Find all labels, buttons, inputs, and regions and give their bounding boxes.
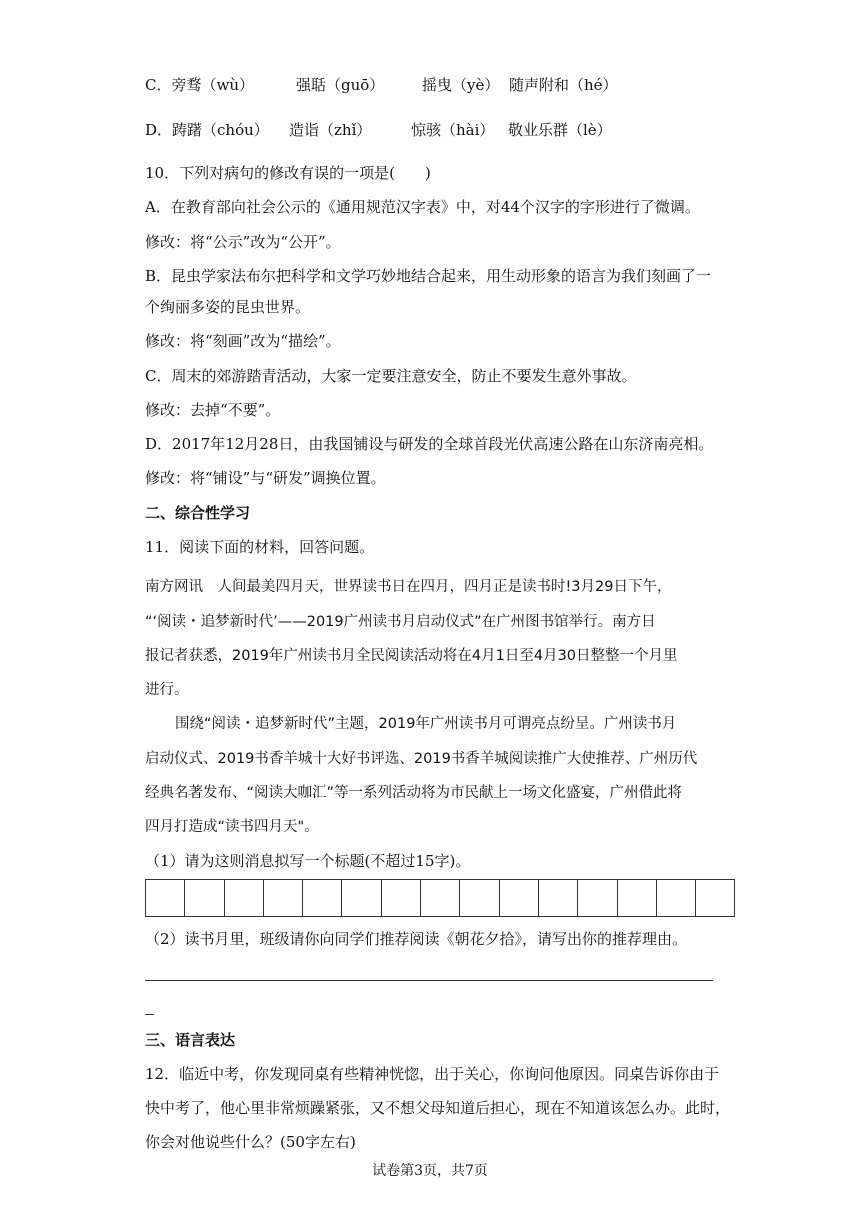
answer-cell[interactable] (539, 879, 578, 917)
answer-cell[interactable] (185, 879, 224, 917)
q10-option-c-fix: 修改：去掉“不要”。 (145, 401, 281, 419)
q9-d-item-4: 敬业乐群（lè） (508, 121, 612, 139)
q10-option-b-line1: B．昆虫学家法布尔把科学和文学巧妙地结合起来，用生动形象的语言为我们刻画了一 (145, 267, 712, 285)
answer-cell[interactable] (618, 879, 657, 917)
q11-stem: 11．阅读下面的材料，回答问题。 (145, 538, 375, 556)
q10-option-b-fix: 修改：将“刻画”改为“描绘”。 (145, 332, 341, 350)
answer-line-continuation[interactable] (145, 1014, 154, 1015)
q12-line-2: 快中考了，他心里非常烦躁紧张，又不想父母知道后担心，现在不知道该怎么办。此时， (145, 1099, 731, 1117)
answer-cell[interactable] (421, 879, 460, 917)
q11-passage-line-7: 经典名著发布、“阅读大咖汇”等一系列活动将为市民献上一场文化盛宴，广州借此将 (145, 785, 683, 801)
q9-d-item-2: 造诣（zhǐ） (289, 121, 372, 139)
q11-subquestion-2: （2）读书月里，班级请你向同学们推荐阅读《朝花夕拾》，请写出你的推荐理由。 (145, 930, 688, 948)
q9-c-item-4: 随声附和（hé） (509, 76, 618, 94)
answer-cell[interactable] (500, 879, 539, 917)
q11-passage-line-4: 进行。 (145, 682, 189, 698)
page-footer: 试卷第3页，共7页 (372, 1163, 488, 1179)
q10-option-d: D．2017年12月28日，由我国铺设与研发的全球首段光伏高速公路在山东济南亮相。 (145, 435, 714, 453)
answer-cell[interactable] (578, 879, 617, 917)
section-heading-3: 三、语言表达 (145, 1031, 236, 1049)
answer-cell[interactable] (342, 879, 381, 917)
answer-cell[interactable] (460, 879, 499, 917)
answer-cell[interactable] (657, 879, 696, 917)
answer-cell[interactable] (382, 879, 421, 917)
q9-c-item-3: 摇曳（yè） (422, 76, 500, 94)
q11-passage-line-3: 报记者获悉，2019年广州读书月全民阅读活动将在4月1日至4月30日整整一个月里 (145, 648, 678, 664)
q12-line-3: 你会对他说些什么？(50字左右) (145, 1133, 356, 1151)
q11-subquestion-1: （1）请为这则消息拟写一个标题(不超过15字)。 (145, 852, 471, 870)
q10-option-b-line2: 个绚丽多姿的昆虫世界。 (145, 298, 311, 316)
answer-line[interactable] (145, 980, 713, 981)
q11-passage-line-5: 围绕“阅读・追梦新时代”主题，2019年广州读书月可谓亮点纷呈。广州读书月 (175, 716, 677, 732)
q9-d-item-1: D．踌躇（chóu） (145, 121, 269, 139)
q11-passage-line-1: 南方网讯 人间最美四月天，世界读书日在四月，四月正是读书时!3月29日下午， (145, 579, 672, 595)
section-heading-2: 二、综合性学习 (145, 504, 251, 522)
q10-option-c: C．周末的郊游踏青活动，大家一定要注意安全，防止不要发生意外事故。 (145, 367, 637, 385)
q10-option-a: A．在教育部向社会公示的《通用规范汉字表》中，对44个汉字的字形进行了微调。 (145, 198, 700, 216)
q10-option-d-fix: 修改：将“铺设”与“研发”调换位置。 (145, 469, 386, 487)
answer-cell[interactable] (303, 879, 342, 917)
q11-passage-line-6: 启动仪式、2019书香羊城十大好书评选、2019书香羊城阅读推广大使推荐、广州历代 (145, 751, 698, 767)
q9-c-item-1: C．旁骛（wù） (145, 76, 254, 94)
q10-stem: 10．下列对病句的修改有误的一项是( ) (145, 164, 431, 182)
answer-cell[interactable] (225, 879, 264, 917)
q11-passage-line-8: 四月打造成“读书四月天"。 (145, 819, 319, 835)
q9-d-item-3: 惊骇（hài） (411, 121, 495, 139)
title-answer-grid[interactable] (145, 879, 735, 917)
q11-passage-line-2: “‘阅读・追梦新时代’——2019广州读书月启动仪式”在广州图书馆举行。南方日 (145, 614, 656, 630)
q10-option-a-fix: 修改：将“公示”改为“公开”。 (145, 233, 341, 251)
answer-cell[interactable] (696, 879, 735, 917)
answer-cell[interactable] (146, 879, 185, 917)
q9-c-item-2: 强聒（guō） (296, 76, 385, 94)
answer-cell[interactable] (264, 879, 303, 917)
q12-line-1: 12．临近中考，你发现同桌有些精神恍惚，出于关心，你询问他原因。同桌告诉你由于 (145, 1065, 720, 1083)
